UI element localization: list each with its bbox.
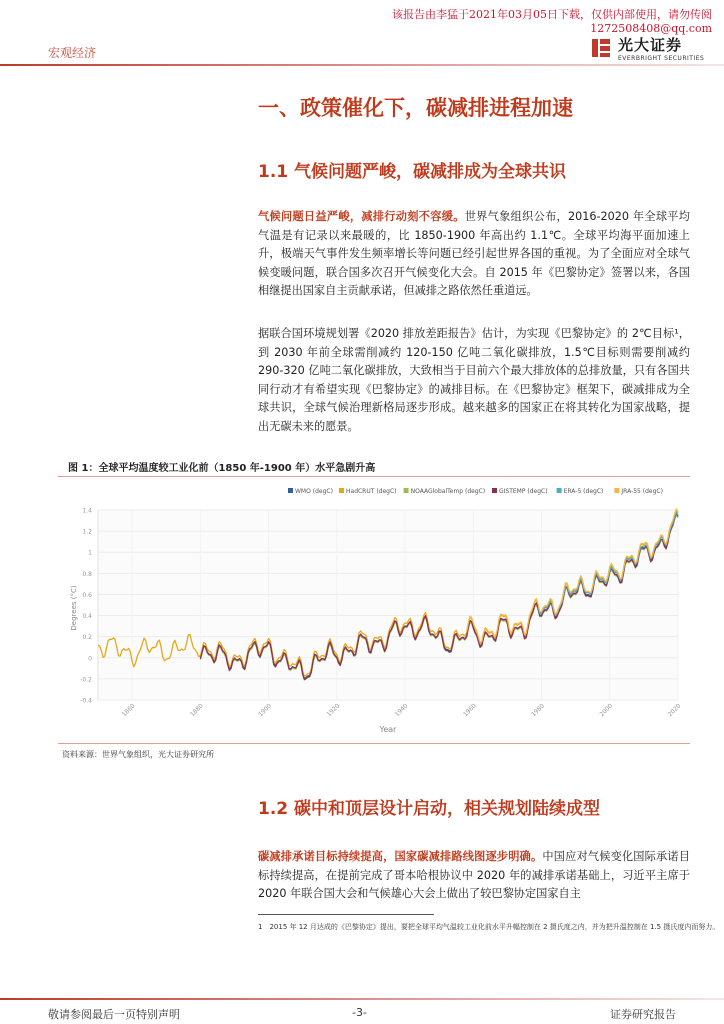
download-watermark — [392, 8, 712, 36]
logo-name-cn: 光大证券 — [618, 36, 683, 54]
legend-swatch — [492, 488, 497, 493]
temperature-chart — [58, 480, 690, 742]
legend-label: HadCRUT (degC) — [346, 488, 397, 495]
plot-area — [98, 510, 678, 700]
section-1-1-paragraph-1 — [258, 208, 690, 301]
y-tick-label: 0.4 — [82, 613, 92, 621]
legend-swatch — [614, 488, 619, 493]
paragraph-body: 中国应对气候变化国际承诺目标持续提高，在提前完成了哥本哈根协议中 2020 年的减排承诺基础上，习近平主席于 2020 年联合国大会和气候雄心大会上做出了较巴黎协定国家自主 — [258, 850, 690, 901]
y-axis — [80, 508, 92, 705]
x-tick-label: 2000 — [598, 702, 615, 719]
logo-name-en: EVERBRIGHT SECURITIES — [618, 55, 705, 62]
x-axis-label: Year — [379, 725, 397, 734]
section-1-1-paragraph-2: 据联合国环境规划署《2020 排放差距报告》估计，为实现《巴黎协定》的 2℃目标¹，到 2030 年前全球需削减约 120-150 亿吨二氧化碳排放，1.5℃目标则需要削减约 290-320 亿吨二氧化碳排放，大致相当于目前六个最大排放体的总排放量，只有各国共同行动才有希望实现《巴黎协定》的减排目标。在《巴黎协定》框架下，碳减排成为全球共识，全球气候治理新格局逐步形成。越来越多的国家正在将其转化为国家战略，提出无碳未来的愿景。 — [258, 327, 690, 433]
company-logo — [590, 34, 704, 62]
watermark-line-1: 该报告由李猛于2021年03月05日下载，仅供内部使用，请勿传阅 — [392, 8, 712, 21]
section-1-2-paragraph-1 — [258, 848, 690, 904]
y-tick-label: 0.2 — [82, 634, 92, 642]
everbright-logo-icon — [590, 37, 612, 59]
y-tick-label: -0.4 — [80, 697, 92, 705]
paragraph-lead: 碳减排承诺目标持续提高，国家碳减排路线图逐步明确。 — [258, 850, 543, 863]
figure-source: 资料来源：世界气象组织，光大证券研究所 — [62, 750, 214, 759]
y-tick-label: 0.8 — [82, 570, 92, 578]
footnote-divider — [258, 914, 434, 915]
y-tick-label: 0 — [88, 655, 92, 663]
legend-swatch — [288, 488, 293, 493]
x-tick-label: 1860 — [120, 702, 137, 719]
paragraph-body: 世界气象组织公布，2016-2020 年全球平均气温是有记录以来最暖的，比 1850-1900 年高出约 1.1℃。全球平均海平面加速上升，极端天气事件发生频率增长等问题已经引起世界各国的重视。为了全面应对全球气候变暖问题，联合国多次召开气候变化大会。自 2015 年《巴黎协定》签署以来，各国相继提出国家自主贡献承诺，但减排之路依然任重道远。 — [258, 210, 690, 298]
x-tick-label: 1940 — [393, 702, 410, 719]
section-label: 宏观经济 — [48, 46, 97, 60]
y-tick-label: 1 — [88, 549, 92, 557]
y-tick-label: 1.2 — [82, 528, 92, 536]
x-tick-label: 1880 — [189, 702, 205, 719]
legend-swatch — [339, 488, 344, 493]
x-tick-label: 1980 — [530, 702, 546, 719]
x-tick-label: 1960 — [461, 702, 478, 719]
x-tick-label: 1900 — [257, 702, 274, 719]
section-1-1-heading: 1.1 气候问题严峻，碳减排成为全球共识 — [258, 162, 567, 182]
watermark-line-2: 1272508408@qq.com — [590, 22, 712, 35]
figure-title: 图 1：全球平均温度较工业化前（1850 年-1900 年）水平急剧升高 — [68, 463, 376, 474]
footer-divider — [0, 998, 724, 1000]
footer-disclaimer: 敬请参阅最后一页特别声明 — [48, 1008, 180, 1021]
y-tick-label: -0.2 — [80, 676, 92, 684]
chapter-heading: 一、政策催化下，碳减排进程加速 — [258, 96, 573, 120]
page-number: -3- — [352, 1006, 367, 1019]
legend-swatch — [557, 488, 562, 493]
header-divider — [0, 64, 724, 66]
x-tick-label: 1920 — [325, 702, 342, 719]
legend-label: NOAAGlobalTemp (degC) — [410, 488, 486, 495]
footer-report-type: 证券研究报告 — [610, 1008, 676, 1021]
legend-label: WMO (degC) — [295, 488, 333, 495]
legend-label: JRA-55 (degC) — [621, 488, 663, 495]
section-1-2-heading: 1.2 碳中和顶层设计启动，相关规划陆续成型 — [258, 799, 601, 819]
footnote: 1 2015 年 12 月达成的《巴黎协定》提出，要把全球平均气温较工业化前水平升幅控制在 2 摄氏度之内，并为把升温控制在 1.5 摄氏度内而努力。 — [258, 923, 720, 931]
y-tick-label: 1.4 — [82, 507, 92, 515]
figure-bottom-rule — [58, 743, 690, 744]
x-axis — [121, 702, 683, 718]
paragraph-lead: 气候问题日益严峻，减排行动刻不容缓。 — [258, 210, 465, 223]
legend-swatch — [404, 488, 409, 493]
y-axis-label: Degrees (°C) — [70, 585, 78, 631]
figure-top-rule — [58, 476, 690, 477]
y-tick-label: 0.6 — [82, 591, 92, 599]
legend-label: ERA-5 (degC) — [563, 488, 604, 495]
x-tick-label: 2020 — [666, 702, 683, 719]
chart-legend — [288, 488, 663, 495]
legend-label: GISTEMP (degC) — [499, 488, 548, 495]
